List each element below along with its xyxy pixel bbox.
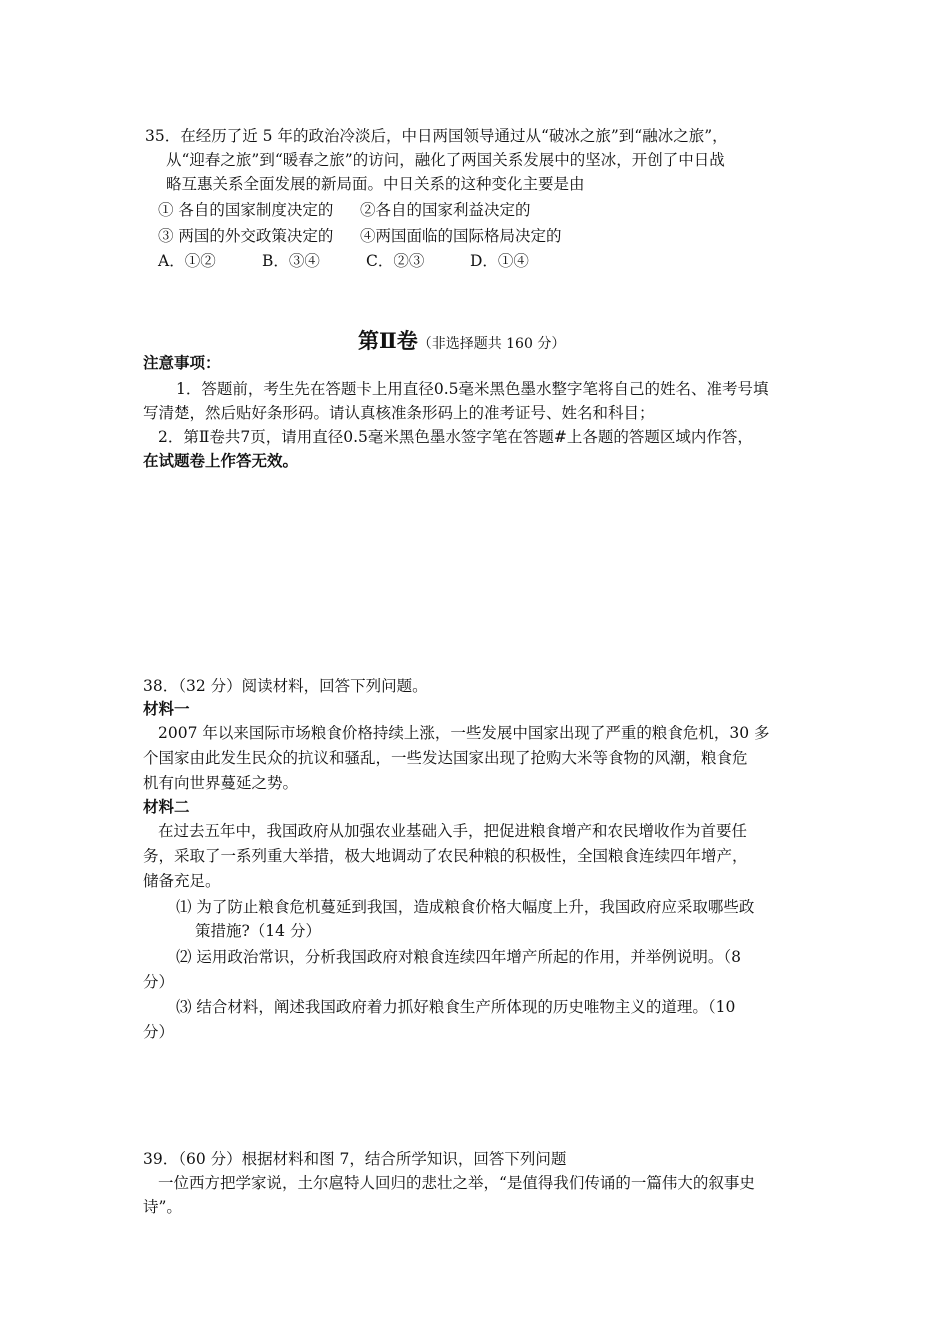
q35-line-3: 略互惠关系全面发展的新局面。中日关系的这种变化主要是由 — [166, 175, 585, 193]
q38-material-2-title: 材料二 — [143, 797, 190, 816]
q35-option-c: C．②③ — [366, 252, 425, 270]
q38-material-2-line-3: 储备充足。 — [143, 872, 221, 890]
q38-material-2-line-2: 务，采取了一系列重大举措，极大地调动了农民种粮的积极性，全国粮食连续四年增产， — [143, 847, 748, 865]
q38-material-2-line-1: 在过去五年中，我国政府从加强农业基础入手，把促进粮食增产和农民增收作为首要任 — [158, 822, 748, 840]
q38-material-1-line-1: 2007 年以来国际市场粮食价格持续上涨，一些发展中国家出现了严重的粮食危机，30 多 — [158, 724, 770, 742]
q35-statement-1: ① 各自的国家制度决定的 — [158, 201, 334, 219]
q38-sub-1-line-1: ⑴ 为了防止粮食危机蔓延到我国，造成粮食价格大幅度上升，我国政府应采取哪些政 — [176, 898, 755, 916]
q38-sub-3-line-1: ⑶ 结合材料，阐述我国政府着力抓好粮食生产所体现的历史唯物主义的道理。（10 — [176, 998, 736, 1016]
notice-item-2-line-2: 在试题卷上作答无效。 — [143, 451, 299, 470]
q35-option-b: B．③④ — [262, 252, 320, 270]
section-title — [358, 325, 565, 355]
section-subtitle: （非选择题共 160 分） — [417, 336, 566, 352]
q39-line-1: 一位西方把学家说，土尔扈特人回归的悲壮之举，“是值得我们传诵的一篇伟大的叙事史 — [158, 1174, 755, 1192]
q38-header: 38．（32 分）阅读材料，回答下列问题。 — [143, 677, 428, 695]
q39-header: 39．（60 分）根据材料和图 7，结合所学知识，回答下列问题 — [143, 1150, 567, 1168]
q35-line-1: 35．在经历了近 5 年的政治冷淡后，中日两国领导通过从“破冰之旅”到“融冰之旅”， — [145, 127, 728, 145]
q38-sub-3-line-2: 分） — [143, 1023, 175, 1041]
q35-option-d: D．①④ — [470, 252, 529, 270]
q38-sub-1-line-2: 策措施?（14 分） — [195, 922, 321, 940]
q38-sub-2-line-1: ⑵ 运用政治常识，分析我国政府对粮食连续四年增产所起的作用，并举例说明。（8 — [176, 948, 742, 966]
q35-statement-2: ②各自的国家利益决定的 — [360, 201, 531, 219]
q35-statement-row-1 — [158, 199, 531, 221]
notice-item-2-line-1: 2．第Ⅱ卷共7页，请用直径0.5毫米黑色墨水签字笔在答题#上各题的答题区域内作答， — [158, 428, 753, 446]
notice-item-1-line-2: 写清楚，然后贴好条形码。请认真核准条形码上的准考证号、姓名和科目； — [143, 404, 655, 422]
notice-item-1-line-1: 1．答题前，考生先在答题卡上用直径0.5毫米黑色墨水整字笔将自己的姓名、准考号填 — [176, 380, 769, 398]
q38-material-1-line-3: 机有向世界蔓延之势。 — [143, 774, 299, 792]
q35-statement-4: ④两国面临的国际格局决定的 — [360, 227, 562, 245]
q38-material-1-line-2: 个国家由此发生民众的抗议和骚乱，一些发达国家出现了抢购大米等食物的风潮，粮食危 — [143, 749, 748, 767]
q35-options — [158, 250, 574, 272]
q35-line-2: 从“迎春之旅”到“暖春之旅”的访问，融化了两国关系发展中的坚冰，开创了中日战 — [166, 151, 725, 169]
q38-material-1-title: 材料一 — [143, 699, 190, 718]
q35-statement-3: ③ 两国的外交政策决定的 — [158, 227, 334, 245]
q35-option-a: A．①② — [158, 252, 216, 270]
section-title-main: 第Ⅱ卷 — [358, 328, 418, 353]
q38-sub-2-line-2: 分） — [143, 973, 175, 991]
q39-line-2: 诗”。 — [143, 1198, 182, 1216]
q35-statement-row-2 — [158, 225, 562, 247]
notice-heading: 注意事项： — [143, 353, 221, 372]
